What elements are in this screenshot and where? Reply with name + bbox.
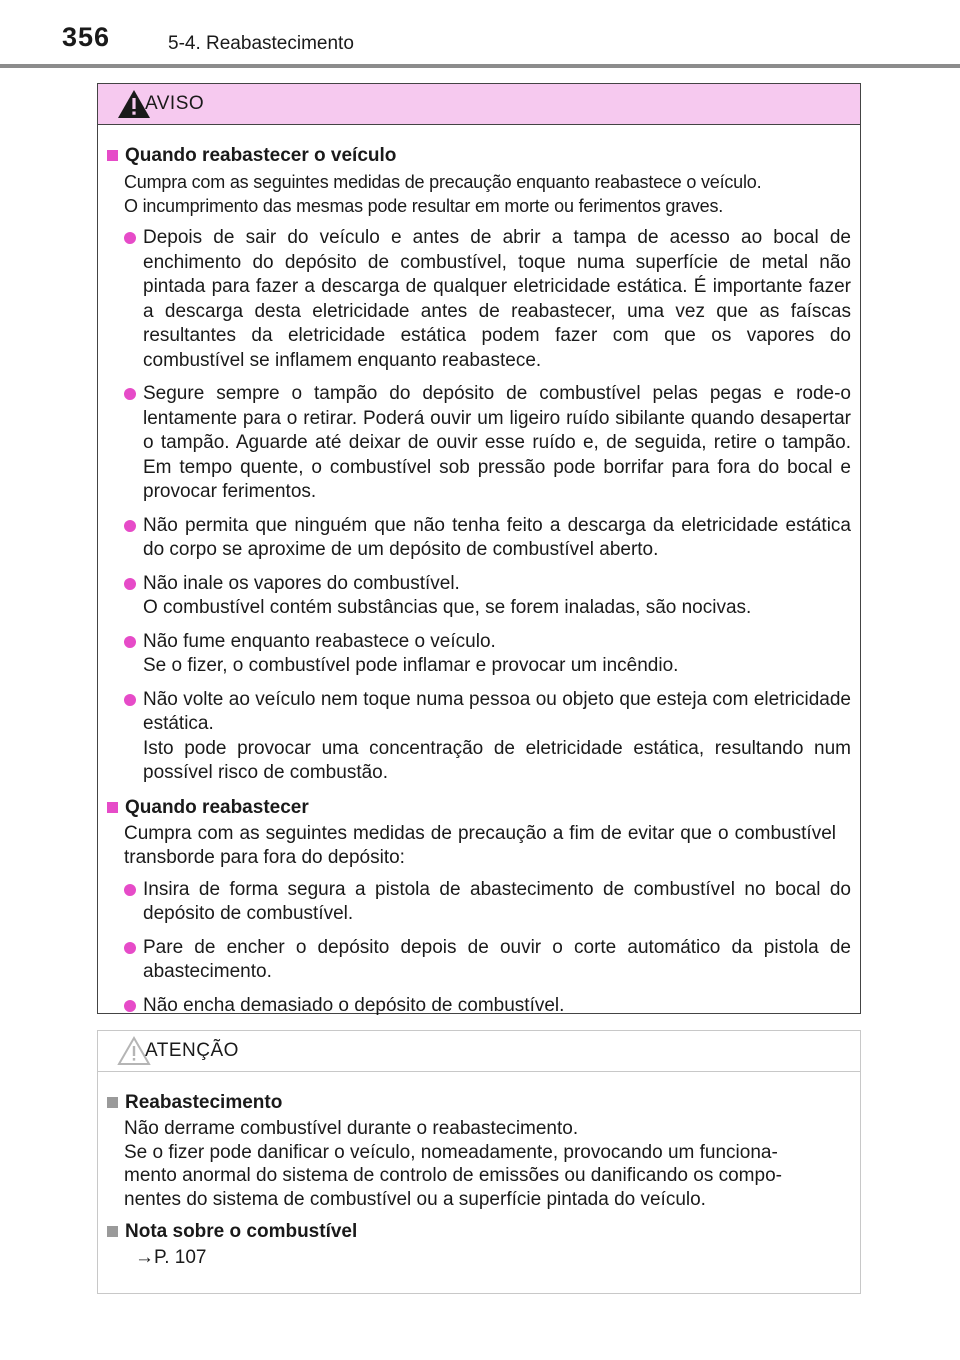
- heading-text: Quando reabastecer: [125, 796, 309, 818]
- warning-box: [97, 83, 861, 1014]
- intro-paragraph: Cumpra com as seguintes medidas de precaução a fim de evitar que o combustível transborde para fora do depósito:: [124, 822, 836, 868]
- heading-text: Nota sobre o combustível: [125, 1221, 358, 1242]
- section-heading: [107, 143, 851, 168]
- caution-paragraph: [124, 1117, 851, 1211]
- list-item: [124, 630, 851, 679]
- list-item: [124, 936, 851, 985]
- header-divider: [0, 64, 960, 68]
- round-bullet-icon: [124, 694, 136, 706]
- list-item-line: Se o fizer, o combustível pode inflamar e provocar um incêndio.: [143, 655, 679, 676]
- list-item: [124, 688, 851, 786]
- list-item: [124, 514, 851, 563]
- list-item-text: [143, 572, 851, 621]
- section-title: 5-4. Reabastecimento: [168, 33, 354, 54]
- round-bullet-icon: [124, 520, 136, 532]
- list-item: [124, 572, 851, 621]
- intro-paragraph: [124, 170, 851, 218]
- round-bullet-icon: [124, 636, 136, 648]
- round-bullet-icon: [124, 942, 136, 954]
- warning-box-header: [98, 84, 860, 125]
- list-item-text: Segure sempre o tampão do depósito de combustível pelas pegas e rode-o lentamente para o retirar. Poderá ouvir um ligeiro ruído sibilante quando desapertar o tampão. Aguarde até deixar de ouvir esse ruído e, de seguida, retire o tampão. Em tempo quente, o combustível sob pressão pode borrifar para fora do bocal e provocar ferimentos.: [143, 383, 851, 502]
- caution-box: [97, 1030, 861, 1294]
- section-heading: [107, 795, 851, 820]
- caution-title: ATENÇÃO: [145, 1040, 239, 1061]
- paragraph-line: Se o fizer pode danificar o veículo, nomeadamente, provocando um funciona-: [124, 1141, 778, 1163]
- list-item: [124, 994, 851, 1019]
- list-item-text: Depois de sair do veículo e antes de abrir a tampa de acesso ao bocal de enchimento do depósito de combustível, toque numa superfície de metal não pintada para fazer a descarga de qualquer eletricidade estática. É importante fazer a descarga desta eletricidade antes de reabastecer, uma vez que as faíscas resultantes da eletricidade estática podem fazer com que os vapores do combustível se inflamem enquanto reabastece.: [143, 227, 851, 371]
- paragraph-line: nentes do sistema de combustível ou a superfície pintada do veículo.: [124, 1188, 706, 1210]
- round-bullet-icon: [124, 232, 136, 244]
- warning-content: [98, 125, 860, 1018]
- list-item-line: Não fume enquanto reabastece o veículo.: [143, 630, 496, 652]
- page-number: 356: [62, 22, 111, 52]
- list-item: [124, 878, 851, 927]
- list-item-text: Insira de forma segura a pistola de abastecimento de combustível no bocal do depósito de combustível.: [143, 878, 851, 924]
- list-item-line: O combustível contém substâncias que, se forem inaladas, são nocivas.: [143, 597, 752, 618]
- section-heading: [107, 1090, 851, 1115]
- intro-line: Cumpra com as seguintes medidas de precaução enquanto reabastece o veículo.: [124, 172, 762, 192]
- list-item-line: Não inale os vapores do combustível.: [143, 572, 460, 594]
- list-item: [124, 382, 851, 505]
- list-item-text: Pare de encher o depósito depois de ouvir o corte automático da pistola de abastecimento.: [143, 936, 851, 982]
- square-bullet-icon: [107, 1226, 118, 1237]
- round-bullet-icon: [124, 388, 136, 400]
- intro-line: O incumprimento das mesmas pode resultar em morte ou ferimentos graves.: [124, 196, 724, 216]
- page-header: [0, 0, 960, 66]
- round-bullet-icon: [124, 884, 136, 896]
- list-item-text: [143, 630, 851, 679]
- list-item-text: Não encha demasiado o depósito de combustível.: [143, 994, 565, 1016]
- warning-title: AVISO: [145, 93, 205, 114]
- list-item: [124, 226, 851, 373]
- list-item-text: [143, 688, 851, 786]
- round-bullet-icon: [124, 1000, 136, 1012]
- square-bullet-icon: [107, 802, 118, 813]
- caution-box-header: [98, 1031, 860, 1072]
- square-bullet-icon: [107, 150, 118, 161]
- page-reference-link[interactable]: →P. 107: [135, 1247, 207, 1268]
- round-bullet-icon: [124, 578, 136, 590]
- square-bullet-icon: [107, 1097, 118, 1108]
- list-item-text: Não permita que ninguém que não tenha feito a descarga da eletricidade estática do corpo se aproxime de um depósito de combustível aberto.: [143, 514, 851, 560]
- paragraph-line: mento anormal do sistema de controlo de emissões ou danificando os compo-: [124, 1165, 782, 1186]
- caution-content: [98, 1072, 860, 1270]
- list-item-line: Isto pode provocar uma concentração de eletricidade estática, resultando num possível risco de combustão.: [143, 737, 851, 783]
- heading-text: Reabastecimento: [125, 1092, 283, 1113]
- section-heading: [107, 1219, 851, 1244]
- heading-text: Quando reabastecer o veículo: [125, 145, 397, 166]
- list-item-line: Não volte ao veículo nem toque numa pessoa ou objeto que esteja com eletricidade estática.: [143, 688, 851, 734]
- paragraph-line: Não derrame combustível durante o reabastecimento.: [124, 1118, 579, 1139]
